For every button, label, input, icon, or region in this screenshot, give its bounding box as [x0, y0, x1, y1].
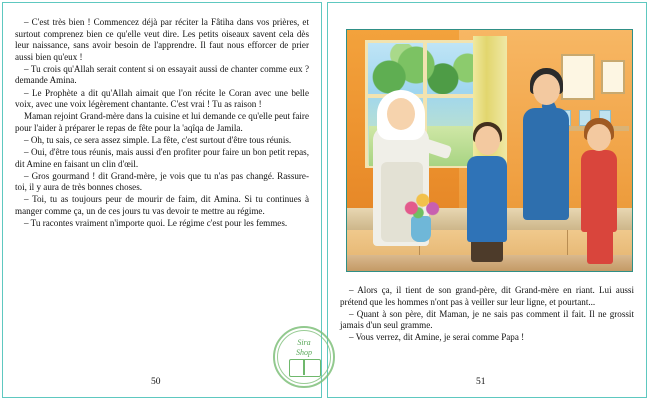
page-number: 51	[476, 377, 486, 387]
paragraph: – Oh, tu sais, ce sera assez simple. La fête, c'est surtout d'être tous réunis.	[24, 134, 292, 145]
paragraph: – Toi, tu as toujours peur de mourir de faim, dit Amina. Si tu continues à manger comme ça, un de ces jours tu vas devoir te mettre au régime.	[15, 194, 309, 216]
left-page-text	[15, 17, 309, 230]
open-book-icon	[289, 359, 321, 377]
paragraph: – Le Prophète a dit qu'Allah aimait que l'on récite le Coran avec une belle voix, avec une voix légèrement chantante. C'est vrai ! Tu as raison !	[15, 87, 309, 110]
page-number: 50	[151, 377, 161, 387]
paragraph: – Oui, d'être tous réunis, mais aussi d'en profiter pour faire un bon petit repas, dit Amine en faisant un clin d'œil.	[15, 147, 309, 169]
paragraph: – Vous verrez, dit Amine, je serai comme Papa !	[349, 332, 525, 343]
watermark-stamp	[273, 326, 335, 388]
paragraph: Maman rejoint Grand-mère dans la cuisine et lui demande ce qu'elle peut faire pour l'aider à préparer le repas de fête pour la 'aqîqa de Jamila.	[15, 111, 309, 133]
wall-picture-frame	[601, 60, 625, 94]
stamp-line-2: Shop	[296, 348, 312, 357]
flowers	[403, 190, 441, 220]
paragraph: – Tu crois qu'Allah serait content si on essayait aussi de chanter comme eux ? demande Amina.	[15, 63, 309, 86]
illustration	[346, 29, 633, 272]
paragraph: – Tu racontes vraiment n'importe quoi. Le régime c'est pour les femmes.	[24, 218, 288, 229]
paragraph: – C'est très bien ! Commencez déjà par réciter la Fâtiha dans vos prières, et surtout comprenez bien ce qu'elle veut dire. Les petits oiseaux savent cela dès leur naissance, sans avoir besoin de l'apprendre. Il faut nous efforcer de prier aussi bien qu'eux !	[15, 17, 309, 62]
paragraph: – Quant à son père, dit Maman, je ne sais pas comment il fait. Il ne grossit jamais d'un seul gramme.	[340, 308, 634, 331]
wall-picture-frame	[561, 54, 595, 100]
stamp-line-1: Sira	[297, 338, 311, 347]
right-page-text	[340, 285, 634, 344]
paragraph: – Alors ça, il tient de son grand-père, dit Grand-mère en riant. Lui aussi prétend que les hommes n'ont pas à veiller sur leur ligne, et pourtant...	[340, 285, 634, 307]
book-spine-icon	[303, 359, 305, 375]
paragraph: – Gros gourmand ! dit Grand-mère, je vois que tu n'as pas changé. Rassure-toi, il y aura de très bonnes choses.	[15, 170, 309, 193]
right-page	[327, 2, 647, 398]
